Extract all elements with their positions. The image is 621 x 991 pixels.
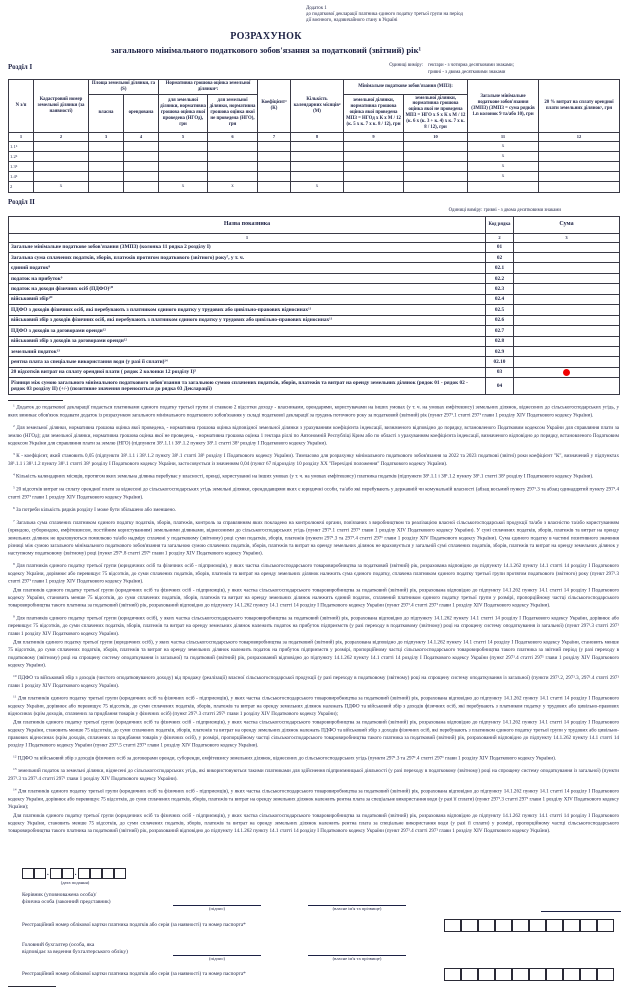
data-cell[interactable] [404, 151, 468, 161]
data-cell[interactable]: х [291, 181, 344, 192]
sum-value-cell[interactable] [514, 326, 620, 336]
form-title: РОЗРАХУНОК [230, 31, 302, 43]
indicator-name-cell: Загальне мінімальне податкове зобов'язання (ЗМПЗ) (колонка 11 рядка 2 розділу I) [9, 242, 486, 252]
row-code-cell: 02.6 [486, 315, 514, 325]
footnote [8, 562, 619, 610]
footnote [8, 485, 619, 501]
column-number: 3 [514, 233, 620, 242]
column-number: 2 [486, 233, 514, 242]
name-label: (власне ім'я та прізвище) [332, 905, 382, 911]
input-box[interactable] [114, 868, 126, 879]
column-number: 6 [208, 132, 258, 141]
row-id-cell: 1.3⁶ [9, 161, 34, 171]
signature-label: (підпис) [208, 955, 226, 961]
footnote-text: $^{13}$ земельний податок за земельні ділянки, віднесені до сільськогосподарських угідь, які використовуються такими платниками для здійснення підприємницької діяльності (у разі переходу в податковому (звітному) році на спрощену систему оподаткування із загальної) (пункти 297¹.3 та 297¹.4 статті 297¹ глави 1 розділу XIV Податкового кодексу України). [8, 767, 619, 782]
indicator-name-cell: рентна плата за спеціальне використання води (у разі її сплати)¹⁴ [9, 357, 486, 367]
date-dot-separator: . [47, 869, 49, 878]
col-header-sum: Сума [514, 216, 620, 233]
data-cell[interactable] [34, 151, 89, 161]
row-code-cell: 02 [486, 253, 514, 263]
col-header-row-code: Код рядка [486, 216, 514, 233]
section2-label: Розділ II [8, 197, 35, 206]
extra-rule [541, 910, 621, 912]
sum-value-cell[interactable] [514, 346, 620, 356]
footnote [8, 694, 619, 749]
data-cell[interactable] [34, 161, 89, 171]
filing-date-label: (дата подання) [60, 879, 90, 885]
data-cell[interactable] [291, 161, 344, 171]
section2-units: Одиниці виміру: гривні - з двома десятковими знаками [448, 207, 561, 213]
column-number: 5 [159, 132, 208, 141]
input-box[interactable] [512, 919, 529, 932]
table-row [9, 315, 620, 325]
input-box[interactable] [546, 919, 563, 932]
column-number: 2 [34, 132, 89, 141]
column-number: 1 [9, 132, 34, 141]
footnote [8, 767, 619, 783]
footnote [8, 452, 619, 468]
data-cell[interactable] [34, 141, 89, 151]
input-box[interactable] [529, 968, 546, 981]
section1-label: Розділ I [8, 63, 33, 72]
tax-id-label: Реєстраційний номер облікової картки платника податків або серія (за наявності) та номер паспорта* [22, 921, 246, 928]
col-header-cadastre: Кадастровий номер земельної ділянки (за наявності) [34, 79, 89, 132]
data-cell[interactable] [404, 161, 468, 171]
footnote-text: $^2$ Для земельної ділянки, нормативна грошова оцінка якої проведена, - нормативна грошова оцінка відповідної земельної ділянки з урахуванням коефіцієнта індексації, визначеного відповідно до порядку, встановленого Податковим кодексом України для справляння плати за землю (НГОд); для земельної ділянки, нормативна грошова оцінка якої не проведена, - нормативна грошова оцінка 1 гектара ріллі по Автономній Республіці Крим або по області з урахуванням коефіцієнта індексації, визначеного відповідно до порядку, встановленого Податковим кодексом України для справляння плати за землю (НГО) (підпункти 38¹.1.1 і 38¹.1.2 пункту 38¹.1 статті 38¹ розділу I Податкового кодексу України). [8, 423, 619, 446]
sum-value-cell[interactable] [514, 378, 620, 395]
indicator-name-cell: Загальна сума сплачених податків, зборів, платежів протягом податкового (звітного) року⁷, у т. ч. [9, 253, 486, 263]
filing-date-boxes [22, 867, 619, 880]
input-box[interactable] [461, 919, 478, 932]
indicator-name-cell: військовий збір¹⁰ [9, 294, 486, 304]
data-cell[interactable] [468, 181, 539, 192]
row-id-cell: 1.4⁶ [9, 171, 34, 181]
data-cell[interactable]: х [468, 141, 539, 151]
data-cell[interactable] [159, 151, 208, 161]
row-id-cell: 2 [9, 181, 34, 192]
data-cell[interactable] [124, 181, 159, 192]
footnotes-block [8, 403, 619, 865]
col-group-mpz: Мінімальне податкове зобов'язання (МПЗ): [344, 79, 468, 94]
footnote-text: $^5$ 20 відсотків витрат на сплату орендної плати за віднесені до сільськогосподарських угідь земельні ділянки, орендодавцями яких є юридичні особи, та/або які перебувають у державній чи комунальній власності (абзац восьмий пункту 297¹.3 та абзац одинадцятий пункту 297¹.4 статті 297¹ глави 1 розділу XIV Податкового кодексу України). [8, 485, 619, 500]
footnote [8, 754, 619, 762]
table-row [9, 346, 620, 356]
footnote [8, 518, 619, 557]
data-cell[interactable] [124, 151, 159, 161]
table-row [9, 336, 620, 346]
footnote-text: $^3$ К - коефіцієнт, який становить 0,05 (підпункти 38¹.1.1 і 38¹.1.2 пункту 38¹.1 статті 38¹ розділу I Податкового кодексу України). Тимчасово для розрахунку мінімального податкового зобов'язання за 2022 та 2023 податкові (звітні) роки коефіцієнт "К", визначений у підпунктах 38¹.1.1 і 38¹.1.2 пункту 38¹.1 статті 38¹ розділу I Податкового кодексу України, застосовується із значенням 0,04 (пункт 67 підрозділу 10 розділу XX "Перехідні положення" Податкового кодексу України). [8, 452, 619, 467]
table-row [9, 161, 620, 171]
head-signature-block [8, 889, 619, 916]
head-role-label: Керівник (уповноважена особа)/ фізична особа (законний представник) [22, 891, 111, 906]
data-cell[interactable] [159, 171, 208, 181]
data-cell[interactable] [89, 181, 124, 192]
data-cell[interactable] [208, 161, 258, 171]
data-cell[interactable] [258, 171, 291, 181]
input-box[interactable] [529, 919, 546, 932]
footnote-text: $^7$ Загальна сума сплачених платником єдиного податку податків, зборів, платежів, контроль за справлянням яких покладено на контролюючі органи, пов'язаних з виробництвом та реалізацією власної сільськогосподарської продукції та/або з власністю та/або користуванням (орендою, суборендою, емфітевзисом, постійним користуванням) земельними ділянками, віднесеними до сільськогосподарських угідь (пункт 297¹.1 статті 297¹ глави 1 розділу XIV Податкового кодексу України). У сумі сплачених податків, зборів, платежів та витрат на оренду земельних ділянок не враховуються помилково та/або надміру сплачені у податковому (звітному) році суми податків, зборів, платежів (пункти 297¹.3 та 297¹.4 статті 297¹ глави 1 розділу XIV Податкового кодексу України). Сума єдиного податку в частині позитивного значення різниці між сумою загального мінімального податкового зобов'язання та загальною сумою сплачених податків, зборів, платежів та витрат на оренду земельних ділянок не враховується у загальній сумі сплачених податків, зборів, платежів та витрат на оренду земельних ділянок у наступному податковому (звітному) році (пункт 297¹.8 статті 297¹ глави 1 розділу XIV Податкового кодексу України). [8, 518, 619, 557]
footnote [8, 403, 619, 419]
data-cell[interactable] [539, 141, 620, 151]
footnote-text: Для платників єдиного податку третьої групи (юридичних осіб), у яких частка сільськогосподарського товаровиробництва за податковий (звітний) рік, розрахована відповідно до підпункту 14.1.262 пункту 14.1 статті 14 розділу I Податкового кодексу України, становить менше 75 відсотків, до суми сплачених податків, зборів, платежів та витрат на оренду земельних ділянок належить податок на прибуток підприємств у розмірі, пропорційному частці сільськогосподарського товаровиробництва такого платника за звітний період (у разі переходу в податковому (звітному) році на спрощену систему оподаткування із загальної) та податковий (звітний) рік, розрахований відповідно до підпункту 14.1.262 пункту 14.1 статті 14 розділу I Податкового кодексу України (пункт 297¹.4 статті 297¹ глави 1 розділу XIV Податкового кодексу України). [8, 639, 619, 668]
footnote [8, 423, 619, 447]
appendix-line: до податкової декларації платника єдиного податку третьої групи на період [306, 12, 463, 18]
input-box[interactable] [461, 968, 478, 981]
input-box[interactable] [546, 968, 563, 981]
footnote-text: Для платників єдиного податку третьої групи (юридичних осіб та фізичних осіб - підприємців), у яких частка сільськогосподарського товаровиробництва за податковий (звітний) рік, розрахована відповідно до підпункту 14.1.262 пункту 14.1 статті 14 розділу I Податкового кодексу України, становить менше 75 відсотків, до суми сплачених податків, зборів, платежів та витрат на оренду земельних ділянок належить рентна плата за спеціальне використання води (у разі її сплати) у розмірі, пропорційному частці сільськогосподарського товаровиробництва такого платника за податковий (звітний) рік, розрахований відповідно до підпункту 14.1.262 пункту 14.1 статті 14 розділу I Податкового кодексу України (пункт 297¹.4 статті 297¹ глави 1 розділу XIV Податкового кодексу України). [8, 812, 619, 834]
column-number: 11 [468, 132, 539, 141]
input-box[interactable] [478, 968, 495, 981]
data-cell[interactable] [539, 151, 620, 161]
sum-value-cell[interactable] [514, 253, 620, 263]
column-number: 3 [89, 132, 124, 141]
data-cell[interactable] [291, 151, 344, 161]
data-cell[interactable]: х [34, 181, 89, 192]
data-cell[interactable] [539, 161, 620, 171]
data-cell[interactable] [539, 171, 620, 181]
footnote-text: $^4$ Кількість календарних місяців, протягом яких земельна ділянка перебуває у власності, оренді, користуванні на інших умовах (у т. ч. на умовах емфітевзису) платника податків (підпункти 38¹.1.1 і 38¹.1.2 пункту 38¹.1 статті 38¹ розділу I Податкового кодексу України). [13, 472, 594, 480]
footnote-text: $^{12}$ ПДФО та військовий збір з доходів фізичних осіб за договорами оренди, суборенди, емфітевзису земельних ділянок, віднесених до сільськогосподарських угідь (пункти 297¹.3 та 297¹.4 статті 297¹ глави 1 розділу XIV Податкового кодексу України). [13, 754, 557, 761]
col-group-ngo: Нормативна грошова оцінка земельної ділянки²: [159, 79, 258, 94]
input-box[interactable] [597, 919, 614, 932]
date-dot-separator: . [74, 869, 77, 878]
sum-value-cell[interactable] [514, 367, 620, 377]
data-cell[interactable] [258, 161, 291, 171]
row-code-cell: 02.4 [486, 294, 514, 304]
units-line: гектари - з чотирма десятковими знаками; [428, 63, 514, 69]
data-cell[interactable] [344, 171, 404, 181]
name-label: (власне ім'я та прізвище) [332, 955, 382, 961]
footnote-text: $^{10}$ ПДФО та військовий збір з доходів (чистого оподатковуваного доходу) від продажу (реалізації) власної сільськогосподарської продукції (у разі переходу в податковому (звітному) році на спрощену систему оподаткування із загальної) (пункти 297¹.2, 297¹.3, 297¹.4 статті 297¹ глави 1 розділу XIV Податкового кодексу України). [8, 674, 619, 689]
data-cell[interactable]: х [468, 151, 539, 161]
data-cell[interactable] [291, 141, 344, 151]
data-cell[interactable]: х [468, 161, 539, 171]
section1-table [8, 79, 620, 193]
accountant-tax-id-row [8, 968, 619, 984]
tax-id-label: Реєстраційний номер облікової картки платника податків або серія (за наявності) та номер паспорта* [22, 970, 246, 977]
data-cell[interactable] [344, 161, 404, 171]
input-box[interactable] [102, 868, 114, 879]
asterisk-footnote-rule [8, 986, 56, 987]
table-row [9, 171, 620, 181]
data-cell[interactable] [404, 141, 468, 151]
data-cell[interactable] [258, 141, 291, 151]
row-code-cell: 02.9 [486, 346, 514, 356]
column-number: 9 [344, 132, 404, 141]
data-cell[interactable]: х [159, 181, 208, 192]
table-row [9, 263, 620, 273]
table-row [9, 378, 620, 395]
data-cell[interactable] [89, 151, 124, 161]
col-header-zmpz: Загальне мінімальне податкове зобов'язання (ЗМПЗ) (ЗМПЗ = сума рядків 1.n колонок 9 та/або 10), грн [468, 79, 539, 132]
indicator-name-cell: військовий збір з доходів за договорами оренди¹² [9, 336, 486, 346]
table-row [9, 151, 620, 161]
indicator-name-cell: податок на прибуток⁹ [9, 273, 486, 283]
input-box[interactable] [512, 968, 529, 981]
input-box[interactable] [563, 968, 580, 981]
footnote [8, 787, 619, 835]
indicator-name-cell: єдиний податок⁸ [9, 263, 486, 273]
footnote [8, 505, 619, 513]
data-cell[interactable] [258, 181, 291, 192]
data-cell[interactable] [89, 161, 124, 171]
table-row [9, 273, 620, 283]
footnote-text: Для платників єдиного податку третьої групи (юридичних осіб та фізичних осіб - підприємців), у яких частка сільськогосподарського товаровиробництва за податковий (звітний) рік, розрахована відповідно до підпункту 14.1.262 пункту 14.1 статті 14 розділу I Податкового кодексу України, становить менше 75 відсотків, до суми сплачених податків, зборів, платежів та витрат на оренду земельних ділянок належать ПДФО та військовий збір з доходів фізичних осіб, які перебувають з платником єдиного податку третьої групи у трудових або цивільно-правових відносинах (крім доходів, сплачених за придбання товарів у фізичних осіб), у розмірі, пропорційному частці сільськогосподарського товаровиробництва такого платника за податковий (звітний) рік, розрахований відповідно до підпункту 14.1.262 пункту 14.1 статті 14 розділу I Податкового кодексу України (пункт 297¹.5 статті 297¹ глави 1 розділу XIV Податкового кодексу України). [8, 719, 619, 749]
data-cell[interactable] [344, 141, 404, 151]
footnote-text: $^{11}$ Для платників єдиного податку третьої групи (юридичних осіб та фізичних осіб - підприємців), у яких частка сільськогосподарського товаровиробництва за податковий (звітний) рік, розрахована відповідно до підпункту 14.1.262 пункту 14.1 статті 14 розділу I Податкового кодексу України, дорівнює або перевищує 75 відсотків, до суми сплачених податків, зборів, платежів та витрат на оренду земельних ділянок належать ПДФО та військовий збір з доходів фізичних осіб, які перебувають з платником податку у трудових або цивільно-правових відносинах (крім доходів, сплачених за придбання товарів у фізичних осіб) (пункт 297¹.3 статті 297¹ глави 1 розділу XIV Податкового кодексу України); [8, 694, 619, 717]
input-box[interactable] [78, 868, 90, 879]
column-number: 8 [291, 132, 344, 141]
table-row [9, 326, 620, 336]
input-box[interactable] [444, 919, 461, 932]
footnote-text: $^6$ За потреби кількість рядків розділу I може бути збільшено або зменшено. [13, 505, 177, 513]
sum-value-cell[interactable] [514, 263, 620, 273]
row-code-cell: 02.1 [486, 263, 514, 273]
sum-value-cell[interactable] [514, 294, 620, 304]
appendix-line: дії воєнного, надзвичайного стану в Україні [306, 18, 398, 24]
input-box[interactable] [597, 968, 614, 981]
data-cell[interactable] [258, 151, 291, 161]
indicator-name-cell: земельний податок¹³ [9, 346, 486, 356]
col-header-rent20: 20 % витрат на сплату орендної плати земельних ділянок⁵, грн [539, 79, 620, 132]
table-row [9, 141, 620, 151]
column-number: 7 [258, 132, 291, 141]
data-cell[interactable] [404, 171, 468, 181]
input-box[interactable] [580, 919, 597, 932]
sum-value-cell[interactable] [514, 336, 620, 346]
data-cell[interactable] [344, 151, 404, 161]
sum-value-cell[interactable] [514, 305, 620, 315]
footnote-text: $^9$ Для платників єдиного податку третьої групи (юридичних осіб), у яких частка сільськогосподарського товаровиробництва за податковий (звітний) рік, розрахована відповідно до підпункту 14.1.262 пункту 14.1 статті 14 розділу I Податкового кодексу України, дорівнює або перевищує 75 відсотків, до суми сплачених податків, зборів, платежів та витрат на оренду земельних ділянок належить податок на прибуток підприємств (у разі переходу в податковому (звітному) році на спрощену систему оподаткування із загальної) (пункт 297¹.3 статті 297¹ глави 1 розділу XIV Податкового кодексу України). [8, 614, 619, 637]
data-cell[interactable] [159, 141, 208, 151]
accountant-signature-block [8, 939, 619, 965]
row-id-cell: 1.2⁶ [9, 151, 34, 161]
row-code-cell: 02.7 [486, 326, 514, 336]
data-cell[interactable] [344, 181, 404, 192]
col-header-indicator: Назва показника [9, 216, 486, 233]
footnote-separator-rule [8, 400, 63, 401]
footnote-text: $^8$ Для платників єдиного податку третьої групи (юридичних осіб та фізичних осіб - підприємців), у яких частка сільськогосподарського товаровиробництва за податковий (звітний) рік, розрахована відповідно до підпункту 14.1.262 пункту 14.1 статті 14 розділу I Податкового кодексу України, дорівнює або перевищує 75 відсотків, до суми сплачених податків, зборів, платежів та витрат на оренду земельних ділянок належить сума єдиного податку, сплачена платником єдиного податку третьої групи протягом податкового (звітного) року (пункт 297¹.3 статті 297¹ глави 1 розділу XIV Податкового кодексу України). [8, 562, 619, 585]
row-code-cell: 04 [486, 378, 514, 395]
footnote [8, 674, 619, 690]
data-cell[interactable] [124, 161, 159, 171]
appendix-line: Додаток 1 [306, 6, 327, 11]
col-header-leased: орендована [124, 94, 159, 132]
sum-value-cell[interactable] [514, 357, 620, 367]
data-cell[interactable] [208, 151, 258, 161]
row-id-cell: 1.1⁶ [9, 141, 34, 151]
row-code-cell: 02.2 [486, 273, 514, 283]
table-row [9, 294, 620, 304]
row-code-cell: 02.5 [486, 305, 514, 315]
input-box[interactable] [444, 968, 461, 981]
footnote-text: Для платників єдиного податку третьої групи (юридичних осіб та фізичних осіб - підприємців), у яких частка сільськогосподарського товаровиробництва за податковий (звітний) рік, розрахована відповідно до підпункту 14.1.262 пункту 14.1 статті 14 розділу I Податкового кодексу України, становить менше 75 відсотків, до суми сплачених податків, зборів, платежів та витрат на оренду земельних ділянок належить єдиний податок, сплачений платником єдиного податку третьої групи у розмірі, пропорційному частці сільськогосподарського товаровиробництва такого платника за податковий (звітний) рік, розрахований відповідно до підпункту 14.1.262 пункту 14.1 статті 14 розділу I Податкового кодексу України (пункт 297¹.4 статті 297¹ глави 1 розділу XIV Податкового кодексу України). [8, 587, 619, 609]
sum-value-cell[interactable] [514, 273, 620, 283]
table-row [9, 181, 620, 192]
input-box[interactable] [50, 868, 62, 879]
col-header-own: власна [89, 94, 124, 132]
table-row [9, 305, 620, 315]
sum-value-cell[interactable] [514, 315, 620, 325]
input-box[interactable] [90, 868, 102, 879]
column-number-row [9, 233, 620, 242]
input-box[interactable] [580, 968, 597, 981]
head-tax-id-boxes [444, 919, 614, 932]
indicator-name-cell: ПДФО з доходів за договорами оренди¹² [9, 326, 486, 336]
form-subtitle: загального мінімального податкового зобов'язання за податковий (звітний) рік¹ [110, 45, 422, 56]
data-cell[interactable]: х [208, 181, 258, 192]
column-number: 4 [124, 132, 159, 141]
data-cell[interactable] [124, 141, 159, 151]
accountant-role-label: Головний бухгалтер (особа, яка відповідає за ведення бухгалтерського обліку) [22, 941, 128, 956]
col-header-mpz-not-done: земельної ділянки, нормативна грошова оцінка якої не проведена МПЗ = НГО х S х К х М / 12 (к. 6 х (к. 3 + к. 4) х к. 7 х к. 8 / 12), грн [404, 94, 468, 132]
col-header-coefficient: Коефіцієнт³ (К) [258, 79, 291, 132]
col-header-num: N з/п [9, 79, 34, 132]
input-box[interactable] [34, 868, 46, 879]
col-header-mpz-done: земельної ділянки, нормативна грошова оцінка якої проведена МПЗ = НГОд х К х М / 12 (к. 5 х к. 7 х к. 8 / 12), грн [344, 94, 404, 132]
table-row [9, 357, 620, 367]
col-group-area: Площа земельної ділянки, га (S) [89, 79, 159, 94]
data-cell[interactable] [159, 161, 208, 171]
footnote [8, 472, 619, 480]
table-row [9, 253, 620, 263]
section1-units [389, 63, 514, 75]
col-header-months: Кількість календарних місяців⁴ (М) [291, 79, 344, 132]
data-cell[interactable] [208, 171, 258, 181]
indicator-name-cell: Різниця між сумою загального мінімального податкового зобов'язання та загальною сумою сплачених податків, зборів, платежів та витрат на оренду земельних ділянок (рядок 01 - рядок 02 - рядок 03 розділу II) (+/-) (позитивне значення переноситься до рядка 03 Декларації) [9, 378, 486, 395]
appendix-note [306, 6, 619, 24]
data-cell[interactable] [34, 171, 89, 181]
data-cell[interactable] [208, 141, 258, 151]
data-cell[interactable] [89, 171, 124, 181]
sum-value-cell[interactable] [514, 284, 620, 294]
row-code-cell: 02.3 [486, 284, 514, 294]
column-number-row [9, 132, 620, 141]
indicator-name-cell: 20 відсотків витрат на сплату орендної плати ( рядок 2 колонки 12 розділу I)⁵ [9, 367, 486, 377]
col-header-ngo-not-done: для земельної ділянки, нормативна грошова оцінка якої не проведена (НГО), грн [208, 94, 258, 132]
sum-value-cell[interactable] [514, 242, 620, 252]
input-box[interactable] [495, 919, 512, 932]
row-code-cell: 02.10 [486, 357, 514, 367]
input-box[interactable] [495, 968, 512, 981]
table-row [9, 242, 620, 252]
head-tax-id-row [8, 919, 619, 935]
data-cell[interactable] [404, 181, 468, 192]
indicator-name-cell: податок на доходи фізичних осіб (ПДФО)¹⁰ [9, 284, 486, 294]
indicator-name-cell: ПДФО з доходів фізичних осіб, які перебувають з платником єдиного податку у трудових або цивільно-правових відносинах¹¹ [9, 305, 486, 315]
units-label: Одиниці виміру: [389, 63, 424, 69]
footnote-text: $^1$ Додаток до податкової декларації подається платниками єдиного податку третьої групи зі ставкою 2 відсотки доходу - власниками, орендарями, користувачами на інших умовах (у т. ч. на умовах емфітевзису) земельних ділянок, віднесених до сільськогосподарських угідь, у яких виникає обов'язок подавати додаток із розрахунком загального мінімального податкового зобов'язання у складі податкової декларації за грудень поточного року за податковий (звітний) рік (пункт 297¹.1 статті 297¹ глави 1 розділу XIV Податкового кодексу України). [8, 403, 619, 418]
input-box[interactable] [62, 868, 74, 879]
table-row [9, 284, 620, 294]
row-code-cell: 02.8 [486, 336, 514, 346]
column-number: 1 [9, 233, 486, 242]
data-cell[interactable] [89, 141, 124, 151]
footnote [8, 614, 619, 669]
row-code-cell: 01 [486, 242, 514, 252]
data-cell[interactable] [124, 171, 159, 181]
data-cell[interactable]: х [468, 171, 539, 181]
units-line: гривні - з двома десятковими знаками [428, 69, 506, 75]
signature-label: (підпис) [208, 905, 226, 911]
data-cell[interactable] [291, 171, 344, 181]
row-code-cell: 03 [486, 367, 514, 377]
input-box[interactable] [563, 919, 580, 932]
accountant-tax-id-boxes [444, 968, 614, 981]
section2-table [8, 216, 620, 395]
footnote-text: $^{14}$ Для платників єдиного податку третьої групи (юридичних осіб та фізичних осіб - підприємців), у яких частка сільськогосподарського товаровиробництва за податковий (звітний) рік, розрахована відповідно до підпункту 14.1.262 пункту 14.1 статті 14 розділу I Податкового кодексу України, дорівнює або перевищує 75 відсотків, до суми сплачених податків, зборів, платежів та витрат на оренду земельних ділянок належить рентна плата за спеціальне використання води (у разі її сплати) (пункт 297¹.3 статті 297¹ глави 1 розділу XIV Податкового кодексу України); [8, 787, 619, 810]
data-cell[interactable] [539, 181, 620, 192]
input-box[interactable] [478, 919, 495, 932]
input-box[interactable] [22, 868, 34, 879]
red-click-marker [563, 369, 570, 376]
col-header-ngo-done: для земельної ділянки, нормативна грошова оцінка якої проведена (НГОд), грн [159, 94, 208, 132]
table-row [9, 367, 620, 377]
column-number: 12 [539, 132, 620, 141]
column-number: 10 [404, 132, 468, 141]
indicator-name-cell: військовий збір з доходів фізичних осіб, які перебувають з платником єдиного податку у трудових або цивільно-правових відносинах¹¹ [9, 315, 486, 325]
